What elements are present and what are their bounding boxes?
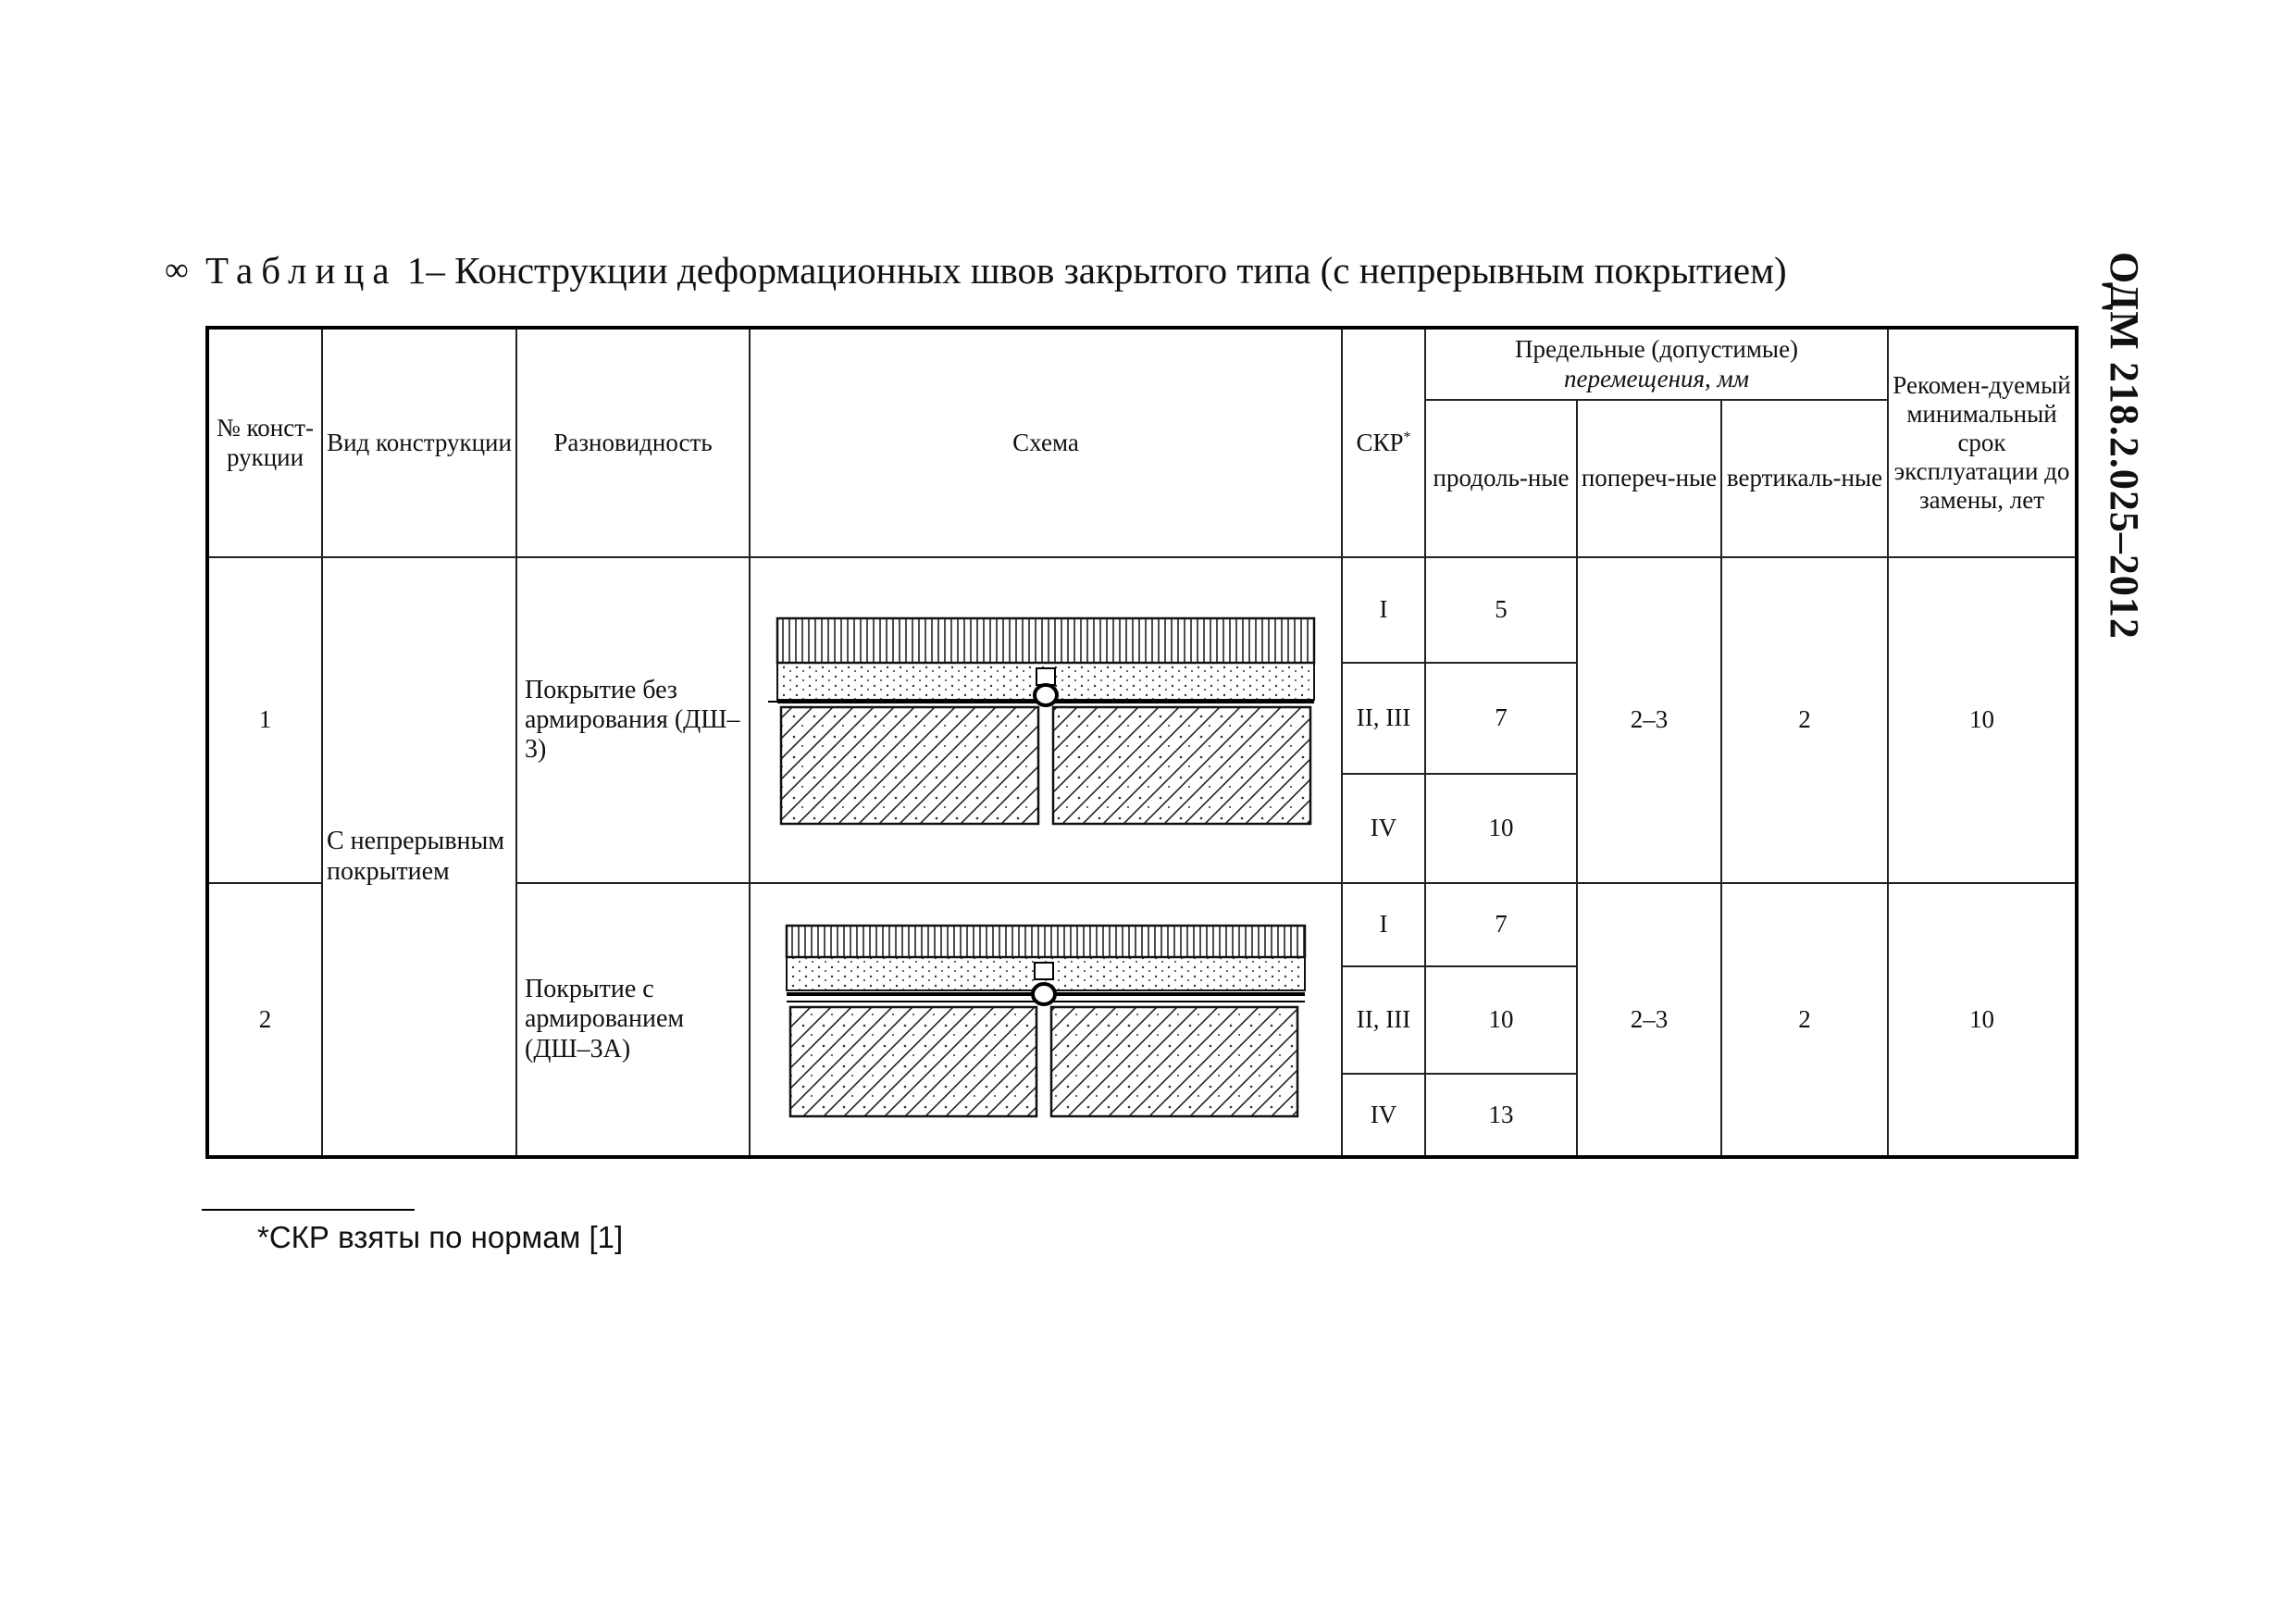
row-2-variety: Покрытие с армированием (ДШ–3А)	[516, 883, 750, 1157]
header-skr-label: СКР	[1356, 428, 1404, 456]
row-2-long-2: 10	[1425, 966, 1577, 1074]
joint-scheme-dsh3a	[777, 918, 1314, 1122]
header-kind: Вид конструкции	[322, 328, 516, 557]
page-number: ∞	[165, 251, 189, 288]
header-transverse: попереч-ные	[1577, 400, 1721, 557]
row-2-scheme	[750, 883, 1342, 1157]
row-2-long-3: 13	[1425, 1074, 1577, 1157]
joint-scheme-dsh3	[768, 609, 1323, 831]
row-2-term: 10	[1888, 883, 2077, 1157]
footnote-divider	[202, 1209, 415, 1211]
row-1-long-2: 7	[1425, 663, 1577, 774]
row-2-skr-3: IV	[1342, 1074, 1425, 1157]
row-2-number: 2	[207, 883, 322, 1157]
construction-kind: С непрерывным покрытием	[322, 557, 516, 1157]
header-variety: Разновидность	[516, 328, 750, 557]
joints-table	[205, 326, 2079, 1159]
header-skr	[1342, 328, 1425, 557]
row-1-vertical: 2	[1721, 557, 1888, 883]
document-code: ОДМ 218.2.025–2012	[2102, 252, 2147, 640]
row-1-long-1: 5	[1425, 557, 1577, 663]
header-limits-line1: Предельные (допустимые)	[1514, 335, 1799, 364]
header-term: Рекомен-дуемый минимальный срок эксплуатации до замены, лет	[1888, 328, 2077, 557]
header-longitudinal: продоль-ные	[1425, 400, 1577, 557]
row-1-skr-3: IV	[1342, 774, 1425, 883]
row-1-transverse: 2–3	[1577, 557, 1721, 883]
header-limits-line2: перемещения, мм	[1564, 364, 1749, 392]
table-caption-text: 1– Конструкции деформационных швов закрытого типа (с непрерывным покрытием)	[397, 249, 1787, 292]
row-2-skr-1: I	[1342, 883, 1425, 966]
table-caption-word: Таблица	[205, 249, 398, 292]
header-vertical: вертикаль-ные	[1721, 400, 1888, 557]
row-1-long-3: 10	[1425, 774, 1577, 883]
header-limits	[1425, 328, 1888, 400]
header-scheme: Схема	[750, 328, 1342, 557]
footnote: *СКР взяты по нормам [1]	[257, 1220, 624, 1254]
table-title	[205, 248, 1787, 292]
row-2-vertical: 2	[1721, 883, 1888, 1157]
row-2-skr-2: II, III	[1342, 966, 1425, 1074]
row-1-term: 10	[1888, 557, 2077, 883]
header-number: № конст-рукции	[207, 328, 322, 557]
row-1-skr-2: II, III	[1342, 663, 1425, 774]
row-2-transverse: 2–3	[1577, 883, 1721, 1157]
row-1-scheme	[750, 557, 1342, 883]
row-1-variety: Покрытие без армирования (ДШ–3)	[516, 557, 750, 883]
row-1-skr-1: I	[1342, 557, 1425, 663]
row-1-number: 1	[207, 557, 322, 883]
header-skr-mark: *	[1403, 429, 1411, 445]
row-2-long-1: 7	[1425, 883, 1577, 966]
